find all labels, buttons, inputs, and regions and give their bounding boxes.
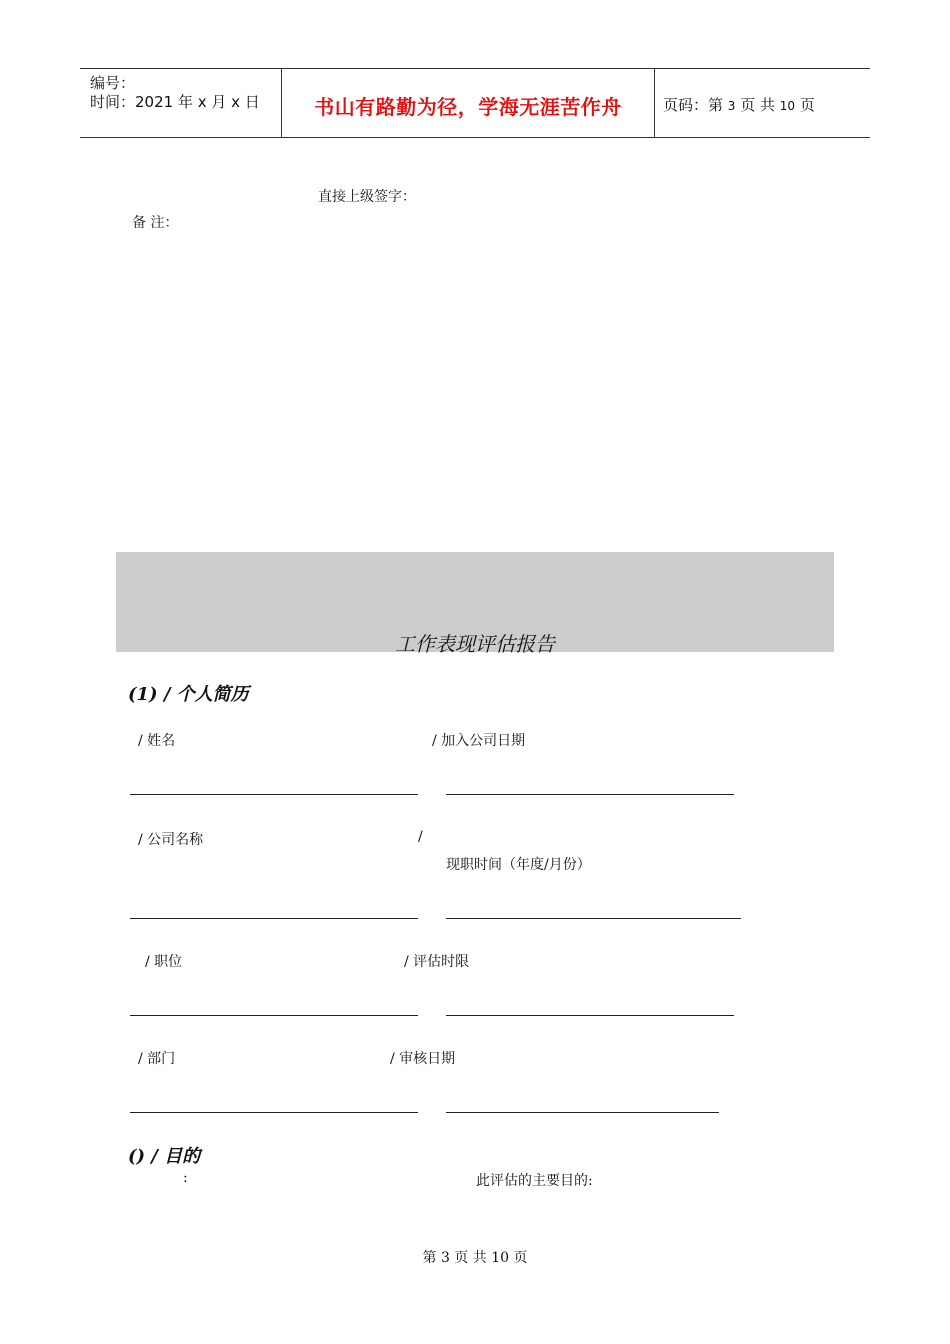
position-blank-line[interactable] — [130, 1015, 418, 1016]
audit-date-blank-line[interactable] — [446, 1112, 719, 1113]
department-blank-line[interactable] — [130, 1112, 418, 1113]
report-title: 工作表现评估报告 — [395, 632, 555, 656]
section-personal-profile-heading: (1) / 个人简历 — [128, 684, 249, 705]
field-label-join-date: / 加入公司日期 — [432, 733, 526, 749]
field-label-company: / 公司名称 — [138, 832, 204, 848]
purpose-colon: : — [183, 1170, 188, 1186]
report-title-banner — [116, 552, 834, 656]
remarks-label: 备 注： — [132, 215, 179, 231]
field-label-review-period: / 评估时限 — [404, 954, 470, 970]
page-indicator — [663, 94, 815, 115]
pager-suffix: 页 — [799, 96, 815, 114]
join-date-blank-line[interactable] — [446, 794, 734, 795]
review-period-blank-line[interactable] — [446, 1015, 734, 1016]
document-header — [80, 68, 870, 138]
pager-total: 10 — [779, 99, 796, 113]
field-slash: / — [418, 829, 423, 845]
page-footer: 第 3 页 共 10 页 — [422, 1250, 528, 1266]
header-meta-cell — [80, 69, 282, 137]
pager-current: 3 — [727, 99, 736, 113]
supervisor-signature-label: 直接上级签字： — [318, 189, 416, 205]
field-label-position: / 职位 — [145, 954, 183, 970]
name-blank-line[interactable] — [130, 794, 418, 795]
pager-prefix: 页码：第 — [663, 96, 724, 114]
header-motto-cell — [282, 69, 655, 137]
code-label: 编号： — [90, 74, 136, 92]
field-label-name: / 姓名 — [138, 733, 176, 749]
section-purpose-heading: () / 目的 — [128, 1146, 201, 1167]
company-blank-line[interactable] — [130, 918, 418, 919]
time-label: 时间：2021 年 x 月 x 日 — [90, 93, 260, 111]
purpose-label: 此评估的主要目的: — [476, 1173, 593, 1189]
field-label-department: / 部门 — [138, 1051, 176, 1067]
motto-text: 书山有路勤为径，学海无涯苦作舟 — [314, 95, 622, 119]
header-pager-cell — [655, 69, 870, 137]
field-label-current-tenure: 现职时间（年度/月份） — [446, 857, 591, 873]
tenure-blank-line[interactable] — [446, 918, 741, 919]
pager-mid: 页 共 — [740, 96, 775, 114]
field-label-audit-date: / 审核日期 — [390, 1051, 456, 1067]
